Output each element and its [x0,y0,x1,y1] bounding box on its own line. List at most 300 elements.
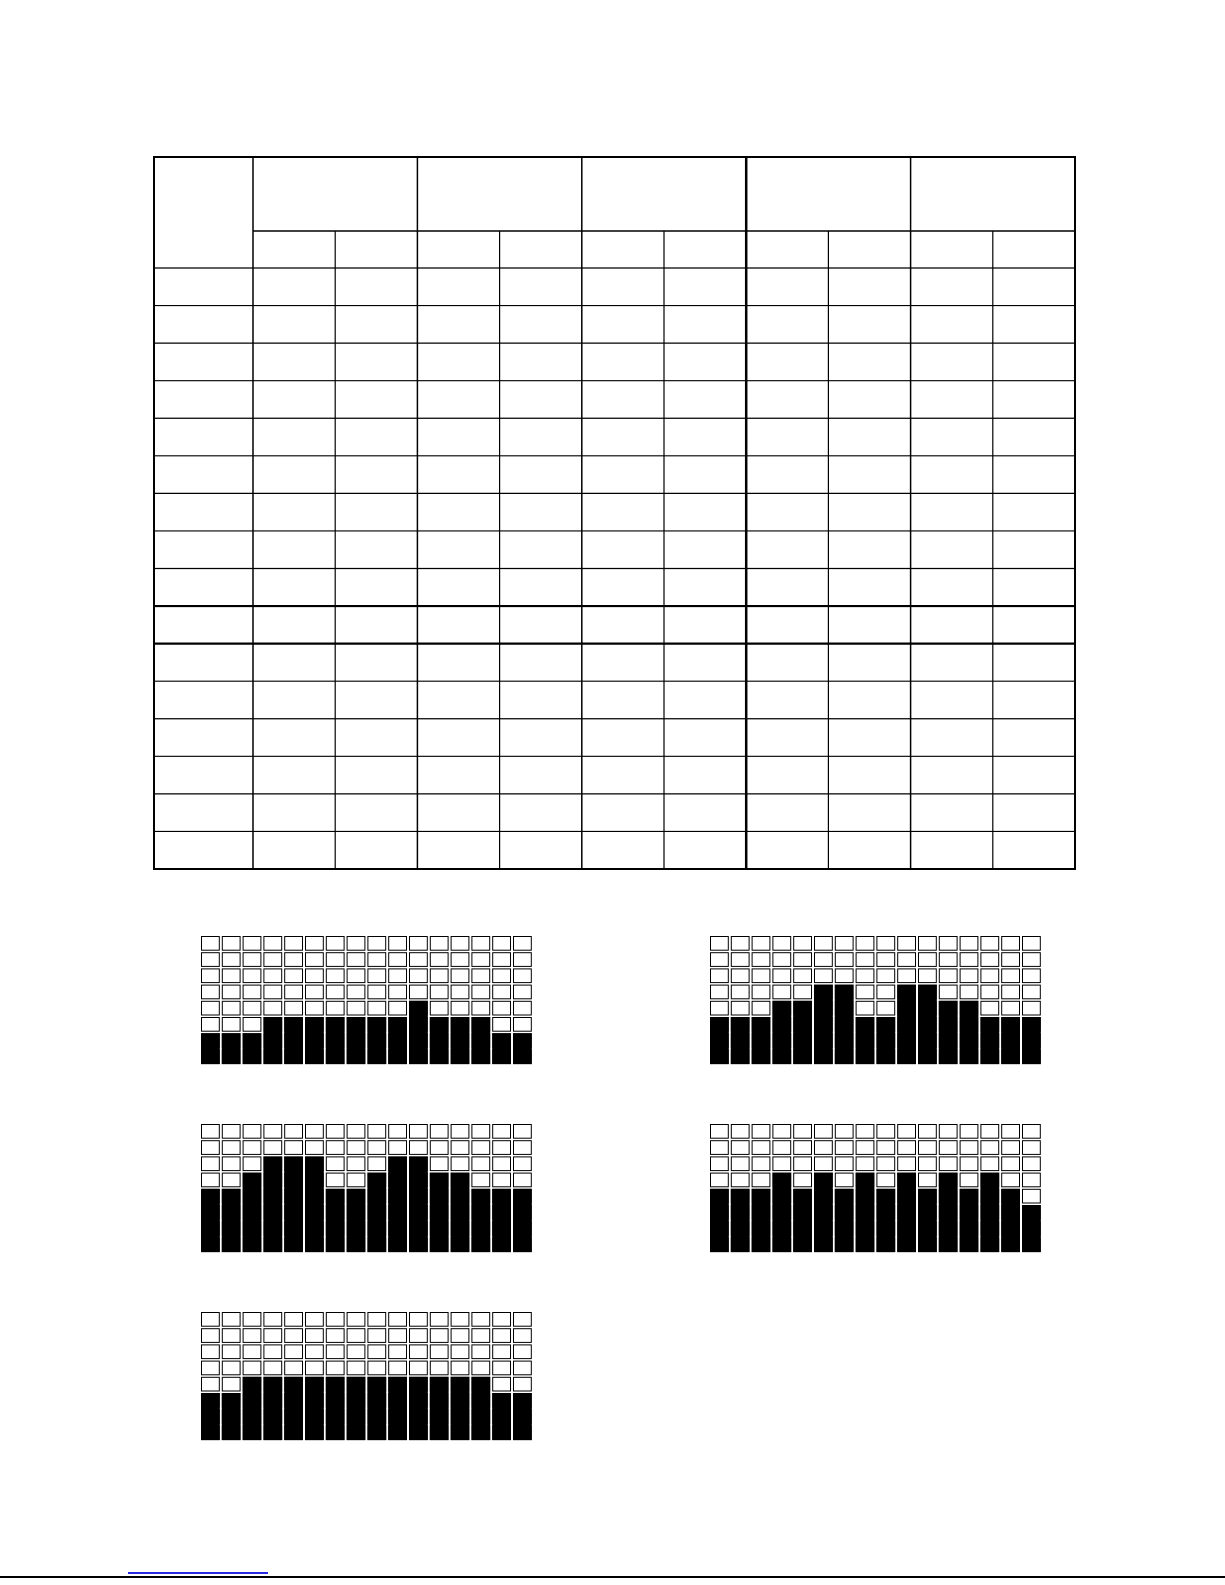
profile-cell-empty [389,1001,407,1015]
profile-cell-empty [752,969,770,983]
profile-cell-empty [430,953,448,967]
profile-cell-empty [493,937,511,951]
profile-cell-empty [919,969,937,983]
profile-cell-empty [514,1173,532,1187]
profile-cell-empty [752,985,770,999]
profile-bar [514,1394,532,1440]
profile-bar [877,1018,895,1064]
profile-cell-empty [222,1001,240,1015]
profile-cell-empty [222,969,240,983]
profile-cell-empty [410,1313,428,1327]
profile-grid-1 [200,935,540,1070]
profile-cell-empty [326,1001,344,1015]
profile-grid-4 [709,1123,1049,1258]
profile-cell-empty [285,1001,303,1015]
profile-cell-empty [1023,1157,1041,1171]
profile-cell-empty [451,1125,469,1139]
profile-cell-empty [493,1018,511,1032]
profile-cell-empty [306,969,324,983]
profile-cell-empty [389,985,407,999]
profile-cell-empty [981,1141,999,1155]
profile-bar [430,1173,448,1252]
profile-cell-empty [493,1001,511,1015]
profile-cell-empty [731,953,749,967]
profile-cell-empty [368,969,386,983]
profile-bar [306,1157,324,1252]
profile-cell-empty [1023,937,1041,951]
profile-cell-empty [981,937,999,951]
profile-cell-empty [285,953,303,967]
profile-cell-empty [347,1173,365,1187]
profile-cell-empty [410,969,428,983]
profile-cell-empty [981,985,999,999]
profile-cell-empty [451,1361,469,1375]
profile-cell-empty [1023,1173,1041,1187]
profile-cell-empty [306,1313,324,1327]
profile-cell-empty [451,1157,469,1171]
profile-cell-empty [493,953,511,967]
profile-cell-empty [243,937,261,951]
profile-grid-2 [709,935,1049,1070]
profile-cell-empty [389,1125,407,1139]
profile-cell-empty [222,1377,240,1391]
profile-cell-empty [472,1157,490,1171]
profile-cell-empty [326,1141,344,1155]
profile-bar [472,1018,490,1064]
profile-bar [1002,1018,1020,1064]
profile-cell-empty [981,1001,999,1015]
profile-cell-empty [939,1141,957,1155]
profile-cell-empty [939,985,957,999]
table-frame [154,157,1075,869]
profile-cell-empty [410,985,428,999]
profile-bar [939,1001,957,1063]
profile-cell-empty [711,1001,729,1015]
profile-cell-empty [898,1157,916,1171]
profile-cell-empty [202,953,220,967]
profile-cell-empty [752,1173,770,1187]
profile-bar [285,1377,303,1439]
profile-cell-empty [389,1141,407,1155]
profile-cell-empty [222,1157,240,1171]
profile-cell-empty [835,937,853,951]
profile-bar [389,1377,407,1439]
profile-bar [326,1189,344,1251]
profile-cell-empty [493,1313,511,1327]
profile-cell-empty [877,969,895,983]
profile-cell-empty [347,1001,365,1015]
profile-cell-empty [856,1141,874,1155]
profile-cell-empty [202,1377,220,1391]
profile-cell-empty [222,1361,240,1375]
profile-cell-empty [773,1125,791,1139]
profile-cell-empty [368,1001,386,1015]
profile-cell-empty [347,1345,365,1359]
profile-cell-empty [347,1361,365,1375]
profile-cell-empty [243,969,261,983]
profile-cell-empty [306,1125,324,1139]
profile-cell-empty [877,953,895,967]
profile-bar [410,1157,428,1252]
profile-cell-empty [1023,1001,1041,1015]
profile-cell-empty [711,1173,729,1187]
profile-bar [898,1173,916,1252]
profile-cell-empty [202,985,220,999]
profile-bar [835,1189,853,1251]
profile-cell-empty [794,937,812,951]
profile-cell-empty [326,985,344,999]
profile-cell-empty [898,1141,916,1155]
profile-cell-empty [752,1157,770,1171]
profile-bar [960,1001,978,1063]
profile-cell-empty [326,1361,344,1375]
profile-cell-empty [368,1125,386,1139]
profile-cell-empty [202,1329,220,1343]
profile-cell-empty [960,937,978,951]
profile-cell-empty [815,1157,833,1171]
profile-cell-empty [1023,969,1041,983]
profile-cell-empty [919,953,937,967]
profile-cell-empty [1002,1157,1020,1171]
profile-cell-empty [430,1361,448,1375]
profile-cell-empty [410,1345,428,1359]
footer-link-underline [128,1572,268,1574]
profile-cell-empty [368,1313,386,1327]
profile-cell-empty [243,1141,261,1155]
profile-cell-empty [919,1173,937,1187]
profile-bar [430,1018,448,1064]
profile-cell-empty [368,937,386,951]
profile-cell-empty [285,1125,303,1139]
profile-cell-empty [919,1141,937,1155]
profile-bar [389,1157,407,1252]
profile-cell-empty [430,1125,448,1139]
profile-bar [347,1189,365,1251]
profile-cell-empty [347,1141,365,1155]
profile-bar [430,1377,448,1439]
profile-cell-empty [919,1157,937,1171]
profile-cell-empty [960,1157,978,1171]
profile-cell-empty [243,953,261,967]
profile-cell-empty [752,953,770,967]
profile-cell-empty [877,1157,895,1171]
profile-bar [1023,1206,1041,1252]
profile-bar [856,1018,874,1064]
profile-cell-empty [202,1001,220,1015]
profile-cell-empty [389,937,407,951]
profile-cell-empty [222,953,240,967]
profile-bar [389,1018,407,1064]
profile-cell-empty [264,985,282,999]
profile-cell-empty [1023,953,1041,967]
profile-cell-empty [410,953,428,967]
profile-cell-empty [794,1125,812,1139]
profile-bar [493,1034,511,1064]
profile-cell-empty [243,985,261,999]
profile-bar [877,1189,895,1251]
profile-grid-3 [200,1123,540,1258]
profile-cell-empty [493,985,511,999]
profile-cell-empty [514,1157,532,1171]
profile-cell-empty [514,1361,532,1375]
profile-cell-empty [243,1329,261,1343]
profile-bar [368,1018,386,1064]
profile-cell-empty [898,937,916,951]
profile-bar [493,1189,511,1251]
profile-cell-empty [202,937,220,951]
profile-cell-empty [368,953,386,967]
profile-bar [202,1394,220,1440]
profile-cell-empty [243,1001,261,1015]
profile-cell-empty [514,953,532,967]
profile-cell-empty [472,1173,490,1187]
profile-cell-empty [711,953,729,967]
profile-bar [919,985,937,1064]
profile-bar [202,1189,220,1251]
profile-cell-empty [939,1157,957,1171]
profile-cell-empty [430,1345,448,1359]
profile-cell-empty [472,1313,490,1327]
profile-cell-empty [243,1018,261,1032]
profile-bar [794,1189,812,1251]
profile-cell-empty [773,953,791,967]
profile-cell-empty [773,1141,791,1155]
profile-cell-empty [285,937,303,951]
profile-bar [711,1018,729,1064]
profile-cell-empty [794,1157,812,1171]
profile-cell-empty [472,953,490,967]
profile-cell-empty [856,969,874,983]
profile-cell-empty [919,1125,937,1139]
profile-cell-empty [856,1157,874,1171]
profile-bar [794,1001,812,1063]
profile-cell-empty [347,1313,365,1327]
profile-cell-empty [960,1141,978,1155]
profile-bar [514,1189,532,1251]
profile-bar [264,1018,282,1064]
profile-bar [264,1157,282,1252]
profile-cell-empty [752,1141,770,1155]
profile-cell-empty [856,953,874,967]
profile-cell-empty [794,969,812,983]
profile-cell-empty [1002,1173,1020,1187]
profile-cell-empty [202,1157,220,1171]
profile-cell-empty [347,1329,365,1343]
profile-cell-empty [794,953,812,967]
profile-cell-empty [514,1125,532,1139]
profile-cell-empty [326,1173,344,1187]
profile-bar [919,1189,937,1251]
profile-bar [264,1377,282,1439]
profile-bar [773,1001,791,1063]
profile-cell-empty [493,1345,511,1359]
profile-cell-empty [493,969,511,983]
profile-cell-empty [368,985,386,999]
profile-cell-empty [306,985,324,999]
profile-cell-empty [222,1345,240,1359]
profile-cell-empty [368,1157,386,1171]
profile-bar [472,1377,490,1439]
profile-bar [285,1018,303,1064]
profile-cell-empty [264,1001,282,1015]
profile-bar [981,1018,999,1064]
profile-cell-empty [451,1329,469,1343]
profile-cell-empty [514,1345,532,1359]
profile-cell-empty [472,969,490,983]
profile-cell-empty [410,1361,428,1375]
profile-bar [326,1377,344,1439]
profile-cell-empty [222,1141,240,1155]
profile-cell-empty [472,1001,490,1015]
profile-bar [243,1173,261,1252]
profile-cell-empty [243,1313,261,1327]
profile-bar [285,1157,303,1252]
profile-cell-empty [711,969,729,983]
profile-cell-empty [981,969,999,983]
profile-cell-empty [430,1313,448,1327]
profile-cell-empty [731,1001,749,1015]
profile-cell-empty [773,985,791,999]
profile-bar [1023,1018,1041,1064]
profile-cell-empty [202,1018,220,1032]
profile-bar [222,1034,240,1064]
profile-cell-empty [389,1329,407,1343]
profile-bar [731,1189,749,1251]
profile-cell-empty [939,969,957,983]
profile-cell-empty [243,1157,261,1171]
profile-cell-empty [430,1001,448,1015]
profile-cell-empty [1002,953,1020,967]
profile-cell-empty [794,1141,812,1155]
profile-bar [243,1034,261,1064]
profile-cell-empty [493,1141,511,1155]
profile-cell-empty [939,953,957,967]
profile-cell-empty [222,985,240,999]
profile-cell-empty [960,953,978,967]
profile-cell-empty [960,1125,978,1139]
profile-cell-empty [326,1125,344,1139]
profile-cell-empty [815,953,833,967]
profile-cell-empty [285,1313,303,1327]
profile-cell-empty [472,1125,490,1139]
profile-cell-empty [731,985,749,999]
profile-cell-empty [222,1313,240,1327]
profile-cell-empty [1002,969,1020,983]
profile-cell-empty [815,969,833,983]
profile-cell-empty [306,1329,324,1343]
profile-cell-empty [731,1173,749,1187]
profile-cell-empty [877,1001,895,1015]
profile-cell-empty [981,1157,999,1171]
profile-cell-empty [451,953,469,967]
profile-cell-empty [472,1361,490,1375]
profile-cell-empty [202,969,220,983]
profile-cell-empty [493,1329,511,1343]
profile-cell-empty [731,1157,749,1171]
profile-cell-empty [285,1345,303,1359]
profile-cell-empty [202,1361,220,1375]
profile-cell-empty [1002,1141,1020,1155]
profile-cell-empty [856,937,874,951]
profile-cell-empty [368,1361,386,1375]
profile-bar [410,1001,428,1063]
profile-cell-empty [326,969,344,983]
profile-cell-empty [410,937,428,951]
profile-cell-empty [326,1157,344,1171]
profile-cell-empty [285,1141,303,1155]
profile-cell-empty [451,985,469,999]
profile-bar [981,1173,999,1252]
profile-cell-empty [794,1173,812,1187]
profile-cell-empty [430,969,448,983]
profile-cell-empty [389,969,407,983]
profile-cell-empty [919,937,937,951]
profile-bar [752,1018,770,1064]
profile-bar [202,1034,220,1064]
profile-bar [898,985,916,1064]
profile-cell-empty [794,985,812,999]
profile-cell-empty [430,985,448,999]
profile-cell-empty [773,1157,791,1171]
profile-cell-empty [1002,985,1020,999]
profile-cell-empty [389,1361,407,1375]
profile-cell-empty [285,1361,303,1375]
profile-cell-empty [347,1125,365,1139]
profile-bar [326,1018,344,1064]
profile-bar [773,1173,791,1252]
profile-cell-empty [493,1361,511,1375]
profile-cell-empty [430,1329,448,1343]
profile-cell-empty [1023,1125,1041,1139]
profile-cell-empty [472,985,490,999]
profile-cell-empty [856,985,874,999]
profile-cell-empty [856,1001,874,1015]
profile-cell-empty [264,1361,282,1375]
profile-cell-empty [514,1018,532,1032]
profile-cell-empty [472,937,490,951]
profile-cell-empty [410,1141,428,1155]
profile-bar [243,1377,261,1439]
profile-cell-empty [202,1345,220,1359]
profile-cell-empty [264,937,282,951]
profile-cell-empty [493,1377,511,1391]
profile-cell-empty [1002,1125,1020,1139]
footer-rule [0,1576,1225,1578]
profile-cell-empty [472,1345,490,1359]
profile-cell-empty [264,1141,282,1155]
profile-cell-empty [773,969,791,983]
profile-cell-empty [835,1157,853,1171]
profile-cell-empty [752,937,770,951]
profile-cell-empty [326,1345,344,1359]
profile-cell-empty [877,937,895,951]
profile-cell-empty [306,1141,324,1155]
profile-cell-empty [514,1329,532,1343]
profile-cell-empty [326,953,344,967]
profile-cell-empty [243,1125,261,1139]
profile-cell-empty [731,1141,749,1155]
profile-bar [815,985,833,1064]
profile-cell-empty [835,1173,853,1187]
profile-cell-empty [326,1313,344,1327]
profile-cell-empty [347,985,365,999]
profile-cell-empty [731,937,749,951]
profile-cell-empty [731,1125,749,1139]
profile-bar [472,1189,490,1251]
profile-cell-empty [514,1377,532,1391]
profile-cell-empty [389,953,407,967]
profile-bar [451,1173,469,1252]
